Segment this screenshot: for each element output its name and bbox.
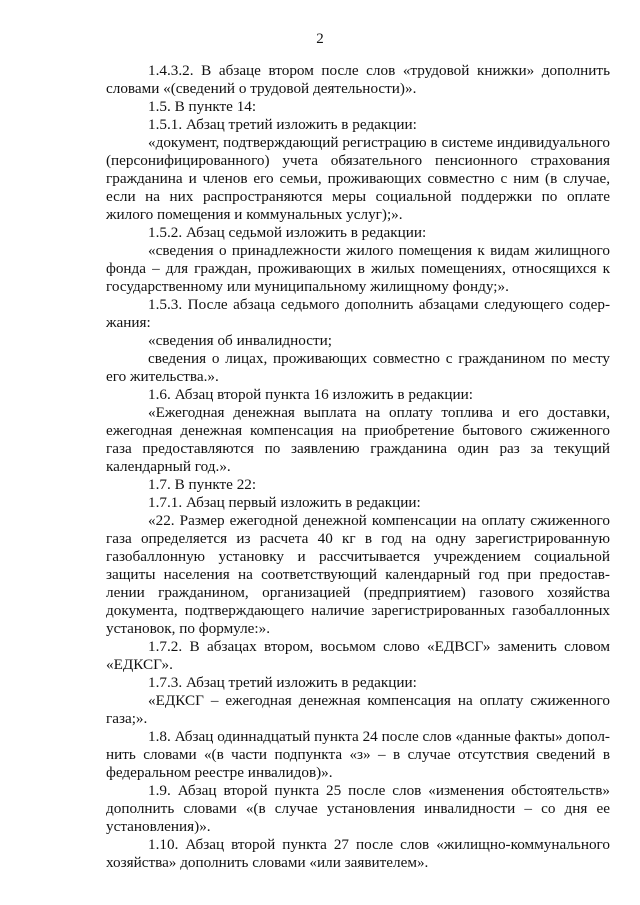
paragraph-quote-residents: сведения о лицах, проживающих совместно с гражданином по месту его жительства.». <box>106 350 610 385</box>
paragraph-1-4-3-2: 1.4.3.2. В абзаце втором после слов «трудовой книжки» дополнить словами «(сведений о трудовой деятельности)». <box>106 62 610 97</box>
paragraph-quote-annual-payment: «Ежегодная денежная выплата на оплату топлива и его доставки, ежегодная денежная компенсация на приобретение бытового сжиженного газа предоставляются по заявлению гражданина один раз за текущий календарный год.». <box>106 404 610 475</box>
paragraph-1-10: 1.10. Абзац второй пункта 27 после слов «жилищно-коммунального хозяйства» дополнить словами «или заявителем». <box>106 836 610 871</box>
paragraph-1-7: 1.7. В пункте 22: <box>148 476 257 493</box>
paragraph-1-7-1: 1.7.1. Абзац первый изложить в редакции: <box>148 494 421 511</box>
paragraph-1-5: 1.5. В пункте 14: <box>148 98 257 115</box>
paragraph-quote-edksg: «ЕДКСГ – ежегодная денежная компенсация на оплату сжиженного газа;». <box>106 692 610 727</box>
paragraph-1-5-2: 1.5.2. Абзац седьмой изложить в редакции: <box>148 224 427 241</box>
paragraph-1-5-1: 1.5.1. Абзац третий изложить в редакции: <box>148 116 417 133</box>
paragraph-quote-22: «22. Размер ежегодной денежной компенсации на оплату сжиженного газа определяется из расчета 40 кг в год на одну зарегистрированную газобаллонную установку и рассчитывается учреждением социальной защиты населения на соответствующий календарный год при предостав-лении гражданином, организацией (предприятием) газового хозяйства документа, подтверждающего наличие зарегистрированных газобаллонных установок, по формуле:». <box>106 512 610 637</box>
paragraph-1-7-2: 1.7.2. В абзацах втором, восьмом слово «ЕДВСГ» заменить словом «ЕДКСГ». <box>106 638 610 673</box>
page-number: 2 <box>316 31 324 47</box>
paragraph-quote-housing: «сведения о принадлежности жилого помещения к видам жилищного фонда – для граждан, проживающих в жилых помещениях, относящихся к государственному или муниципальному жилищному фонду;». <box>106 242 610 295</box>
paragraph-1-7-3: 1.7.3. Абзац третий изложить в редакции: <box>148 674 417 691</box>
paragraph-1-8: 1.8. Абзац одиннадцатый пункта 24 после слов «данные факты» допол-нить словами «(в части подпункта «з» – в случае отсутствия сведений в федеральном реестре инвалидов)». <box>106 728 610 781</box>
paragraph-1-5-3: 1.5.3. После абзаца седьмого дополнить абзацами следующего содер-жания: <box>106 296 610 331</box>
paragraph-quote-disability: «сведения об инвалидности; <box>148 332 332 349</box>
paragraph-quote-document: «документ, подтверждающий регистрацию в системе индивидуального (персонифицированного) учета обязательного пенсионного страхования гражданина и членов его семьи, проживающих совместно с ним (в случае, если на них распространяются меры социальной поддержки по оплате жилого помещения и коммунальных услуг);». <box>106 134 610 223</box>
document-body <box>106 62 610 872</box>
paragraph-1-9: 1.9. Абзац второй пункта 25 после слов «изменения обстоятельств» дополнить словами «(в случае установления инвалидности – со дня ее установления)». <box>106 782 610 835</box>
paragraph-1-6: 1.6. Абзац второй пункта 16 изложить в редакции: <box>148 386 473 403</box>
